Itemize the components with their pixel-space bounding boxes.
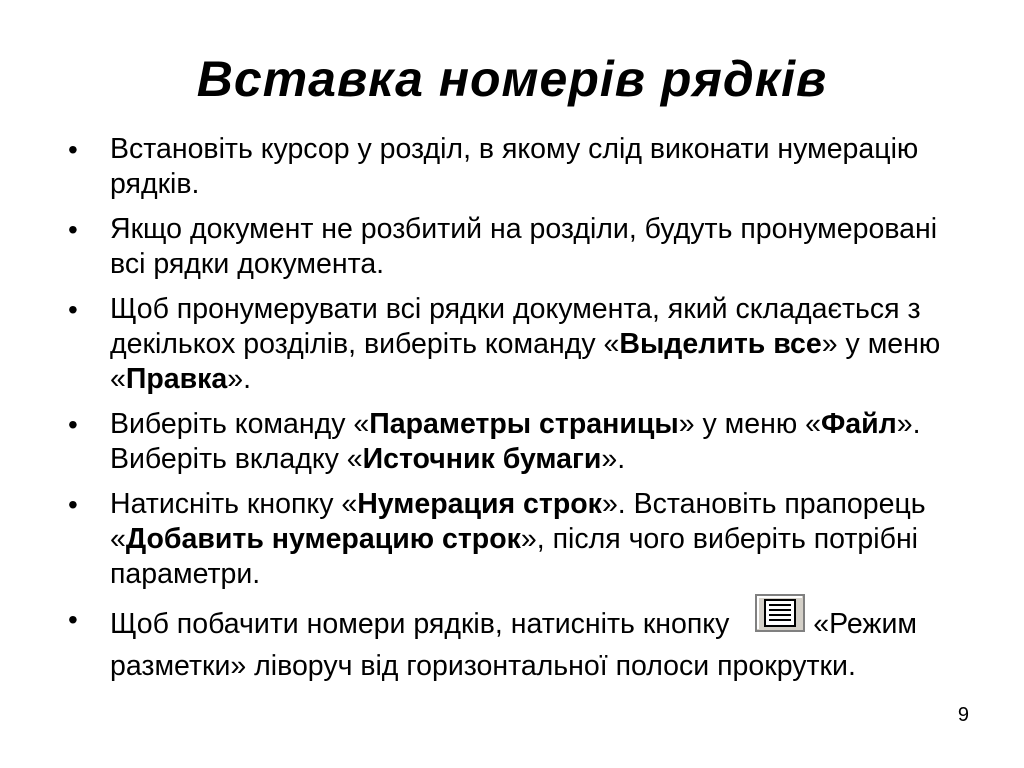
bullet-marker: •	[68, 409, 78, 440]
bullet-emphasis: Файл	[820, 408, 897, 440]
bullet-item	[68, 292, 968, 397]
print-layout-view-icon	[755, 594, 805, 641]
bullet-segment: Щоб пронумерувати всі рядки документа, який складається з декількох розділів, виберіть команду «	[110, 293, 921, 360]
page-number: 9	[957, 704, 969, 726]
bullet-text	[110, 408, 921, 475]
bullet-emphasis: Добавить нумерацию строк	[125, 523, 521, 555]
bullet-item	[68, 212, 968, 282]
bullet-segment: Якщо документ не розбитий на розділи, будуть пронумеровані всі рядки документа.	[110, 213, 938, 280]
bullet-segment: «Режим разметки» ліворуч від горизонтальної полоси прокрутки.	[110, 608, 917, 682]
bullet-emphasis: Нумерация строк	[357, 488, 602, 520]
bullet-item	[68, 602, 968, 684]
bullet-segment: Натисніть кнопку «	[110, 488, 358, 520]
bullet-text	[110, 608, 917, 682]
bullet-emphasis: Выделить все	[619, 328, 822, 360]
bullet-text	[110, 133, 918, 200]
bullet-text	[110, 213, 937, 280]
bullet-segment: », після чого виберіть потрібні параметри.	[110, 523, 919, 590]
bullet-emphasis: Источник бумаги	[362, 443, 602, 475]
bullet-text	[110, 488, 926, 590]
bullet-list	[68, 132, 968, 694]
bullet-segment: ». Встановіть прапорець «	[110, 488, 926, 555]
bullet-segment: ».	[601, 443, 626, 475]
bullet-segment: Виберіть команду «	[110, 408, 370, 440]
bullet-marker: •	[68, 134, 78, 165]
bullet-segment: Щоб побачити номери рядків, натисніть кнопку	[110, 608, 730, 641]
bullet-text	[110, 293, 940, 395]
bullet-segment: ».	[227, 363, 252, 395]
bullet-marker: •	[68, 214, 78, 245]
bullet-item	[68, 487, 968, 592]
bullet-segment: Встановіть курсор у розділ, в якому слід виконати нумерацію рядків.	[110, 133, 919, 200]
bullet-marker: •	[68, 489, 78, 520]
bullet-segment: » у меню «	[110, 328, 941, 395]
bullet-marker: •	[68, 604, 78, 635]
bullet-item	[68, 132, 968, 202]
bullet-segment: ». Виберіть вкладку «	[110, 408, 921, 475]
bullet-item	[68, 407, 968, 477]
bullet-marker: •	[68, 294, 78, 325]
slide-title: Вставка номерів рядків	[196, 51, 828, 107]
bullet-emphasis: Параметры страницы	[369, 408, 679, 440]
bullet-emphasis: Правка	[125, 363, 228, 395]
bullet-segment: » у меню «	[678, 408, 821, 440]
